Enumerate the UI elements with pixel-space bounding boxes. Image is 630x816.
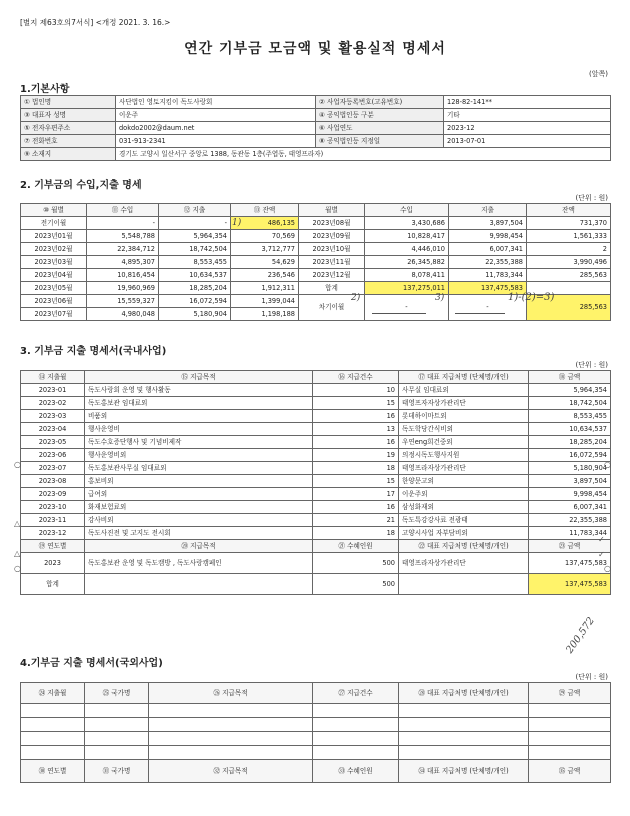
field-label: ① 법인명 <box>21 96 116 109</box>
circle-mark-icon: ○ <box>604 460 611 469</box>
column-header: ⑭ 지출월 <box>21 371 85 384</box>
count-cell: 18 <box>313 462 399 475</box>
column-header: ㉛ 국가명 <box>85 760 149 783</box>
month-cell: 2023-12 <box>21 527 85 540</box>
amount-cell: 9,998,454 <box>529 488 611 501</box>
empty-cell <box>313 704 399 718</box>
domestic-row <box>21 501 611 514</box>
empty-cell <box>21 732 85 746</box>
domestic-row <box>21 423 611 436</box>
expense-cell: 3,897,504 <box>449 217 527 230</box>
page-side-label: (앞쪽) <box>589 70 608 78</box>
income-table <box>20 203 611 321</box>
amount-cell: 5,180,904 <box>529 462 611 475</box>
month-cell: 2023년08월 <box>299 217 365 230</box>
balance-cell: 285,563 <box>527 269 611 282</box>
purpose-cell: 독도홍보관사무실 임대료외 <box>85 462 313 475</box>
amount-cell: 18,742,504 <box>529 397 611 410</box>
empty-cell <box>85 704 149 718</box>
amount-cell: 10,634,537 <box>529 423 611 436</box>
field-value: 031-913-2341 <box>116 135 316 148</box>
column-header: ㉗ 지급건수 <box>313 683 399 704</box>
basic-info-table <box>20 95 611 161</box>
column-header: 잔액 <box>527 204 611 217</box>
column-header: ⑪ 수입 <box>87 204 159 217</box>
empty-cell <box>21 718 85 732</box>
income-row <box>21 256 611 269</box>
carryover-label: 차기이월 <box>299 295 365 321</box>
empty-cell <box>85 718 149 732</box>
month-cell: 2023년03월 <box>21 256 87 269</box>
basic-info-row <box>21 122 611 135</box>
expense-cell: 18,742,504 <box>159 243 231 256</box>
count-cell: 16 <box>313 436 399 449</box>
column-header: ㉕ 국가명 <box>85 683 149 704</box>
purpose-cell: 행사운영비 <box>85 423 313 436</box>
income-row <box>21 230 611 243</box>
month-cell: 2023-09 <box>21 488 85 501</box>
total-amount: 137,475,583 <box>529 574 611 595</box>
empty-cell <box>21 746 85 760</box>
month-cell: 2023년01월 <box>21 230 87 243</box>
amount-cell: 11,783,344 <box>529 527 611 540</box>
field-value: 사단법인 영토지킴이 독도사랑회 <box>116 96 316 109</box>
total-people: 500 <box>313 574 399 595</box>
purpose-cell: 비품외 <box>85 410 313 423</box>
field-label: ② 사업자등록번호(고유번호) <box>316 96 444 109</box>
empty-cell <box>149 718 313 732</box>
column-header: ㉓ 금액 <box>529 540 611 553</box>
domestic-row <box>21 410 611 423</box>
triangle-mark-icon: △ <box>14 519 21 528</box>
handwritten-mark-2: 2) <box>351 293 361 303</box>
income-cell: 10,828,417 <box>365 230 449 243</box>
triangle-mark-icon: △ <box>14 549 21 558</box>
expense-cell: 9,998,454 <box>449 230 527 243</box>
domestic-total-row <box>21 574 611 595</box>
income-row <box>21 269 611 282</box>
amount-cell: 18,285,204 <box>529 436 611 449</box>
column-header: 지출 <box>449 204 527 217</box>
count-cell: 15 <box>313 397 399 410</box>
month-cell: 2023-03 <box>21 410 85 423</box>
month-cell: 2023-05 <box>21 436 85 449</box>
total-expense: 137,475,583 <box>449 282 527 295</box>
field-value: 2023-12 <box>444 122 611 135</box>
purpose-cell: 급여외 <box>85 488 313 501</box>
month-cell: 2023-06 <box>21 449 85 462</box>
column-header: ⑩ 월별 <box>21 204 87 217</box>
circle-mark-icon: ○ <box>604 564 611 573</box>
income-cell: 5,548,788 <box>87 230 159 243</box>
month-cell: 2023년07월 <box>21 308 87 321</box>
foreign-empty-row <box>21 704 611 718</box>
payee-cell: 독도학당간식비외 <box>399 423 529 436</box>
month-cell: 2023년04월 <box>21 269 87 282</box>
month-cell: 2023년05월 <box>21 282 87 295</box>
total-label: 합계 <box>21 574 85 595</box>
domestic-row <box>21 462 611 475</box>
balance-cell: 1,198,188 <box>231 308 299 321</box>
income-cell: 3,430,686 <box>365 217 449 230</box>
count-cell: 16 <box>313 501 399 514</box>
column-header: ㉝ 수혜인원 <box>313 760 399 783</box>
month-cell: 2023-04 <box>21 423 85 436</box>
check-mark-icon: ✓ <box>598 550 605 559</box>
column-header: ㉑ 수혜인원 <box>313 540 399 553</box>
foreign-unit: (단위 : 원) <box>575 673 608 681</box>
month-cell: 2023-01 <box>21 384 85 397</box>
income-cell: 4,980,048 <box>87 308 159 321</box>
amount-cell: 5,964,354 <box>529 384 611 397</box>
column-header: ㉞ 대표 지급처명 (단체명/개인) <box>399 760 529 783</box>
field-label: ⑦ 전화번호 <box>21 135 116 148</box>
payee-cell: 고양시사업 자부담비외 <box>399 527 529 540</box>
column-header: ㉒ 대표 지급처명 (단체명/개인) <box>399 540 529 553</box>
domestic-table <box>20 370 611 595</box>
column-header: ⑫ 지출 <box>159 204 231 217</box>
month-cell: 2023년02월 <box>21 243 87 256</box>
empty-cell <box>399 732 529 746</box>
expense-cell: 22,355,388 <box>449 256 527 269</box>
purpose-cell: 독도사랑회 운영 및 행사활동 <box>85 384 313 397</box>
income-cell: 8,078,411 <box>365 269 449 282</box>
income-cell: 22,384,712 <box>87 243 159 256</box>
purpose-cell: 독도홍보관 임대료외 <box>85 397 313 410</box>
domestic-row <box>21 384 611 397</box>
total-purpose <box>85 574 313 595</box>
section-foreign-title: 4.기부금 지출 명세서(국외사업) <box>20 658 163 669</box>
column-header: ⑯ 지급건수 <box>313 371 399 384</box>
domestic-row <box>21 488 611 501</box>
domestic-row <box>21 527 611 540</box>
foreign-empty-row <box>21 732 611 746</box>
foreign-subheader-row <box>21 760 611 783</box>
balance-cell: 1,561,333 <box>527 230 611 243</box>
handwritten-side-note: 200,572 <box>564 615 598 656</box>
basic-info-row <box>21 135 611 148</box>
total-payee <box>399 574 529 595</box>
balance-cell: 1,399,044 <box>231 295 299 308</box>
expense-cell: 16,072,594 <box>159 295 231 308</box>
balance-cell: 236,546 <box>231 269 299 282</box>
balance-cell: 54,629 <box>231 256 299 269</box>
foreign-table <box>20 682 611 783</box>
payee-cell: 독도특강강사료 전광태 <box>399 514 529 527</box>
field-label: ⑨ 소재지 <box>21 148 116 161</box>
empty-cell <box>85 746 149 760</box>
basic-info-row <box>21 109 611 122</box>
column-header: 월별 <box>299 204 365 217</box>
empty-cell <box>21 704 85 718</box>
empty-cell <box>149 746 313 760</box>
month-cell: 2023-11 <box>21 514 85 527</box>
column-header: ⑳ 지급목적 <box>85 540 313 553</box>
foreign-header-row <box>21 683 611 704</box>
payee-cell: 이운주외 <box>399 488 529 501</box>
foreign-empty-row <box>21 746 611 760</box>
empty-cell <box>149 704 313 718</box>
expense-cell: 6,007,341 <box>449 243 527 256</box>
domestic-header-row <box>21 371 611 384</box>
payee-cell: 태영프라자상가관리단 <box>399 553 529 574</box>
people-cell: 500 <box>313 553 399 574</box>
month-cell: 전기이월 <box>21 217 87 230</box>
page-title: 연간 기부금 모금액 및 활용실적 명세서 <box>184 41 446 57</box>
field-value: dokdo2002@daum.net <box>116 122 316 135</box>
empty-cell <box>399 704 529 718</box>
income-cell: 15,559,327 <box>87 295 159 308</box>
circle-mark-icon: ○ <box>14 564 21 573</box>
month-cell: 2023-02 <box>21 397 85 410</box>
count-cell: 19 <box>313 449 399 462</box>
handwritten-underline <box>455 313 505 314</box>
month-cell: 2023-08 <box>21 475 85 488</box>
column-header: ㉟ 금액 <box>529 760 611 783</box>
purpose-cell: 행사운영비외 <box>85 449 313 462</box>
payee-cell: 삼성화재외 <box>399 501 529 514</box>
domestic-row <box>21 514 611 527</box>
column-header: ㉙ 금액 <box>529 683 611 704</box>
balance-cell: 3,712,777 <box>231 243 299 256</box>
expense-cell: 10,634,537 <box>159 269 231 282</box>
expense-cell: - <box>159 217 231 230</box>
balance-cell: 70,569 <box>231 230 299 243</box>
carryover-expense: - <box>449 295 527 321</box>
empty-cell <box>313 746 399 760</box>
income-cell: 4,446,010 <box>365 243 449 256</box>
count-cell: 15 <box>313 475 399 488</box>
field-value: 128-82-141** <box>444 96 611 109</box>
balance-cell: 2 <box>527 243 611 256</box>
empty-cell <box>149 732 313 746</box>
month-cell: 2023-10 <box>21 501 85 514</box>
balance-cell: 1,912,311 <box>231 282 299 295</box>
income-cell: 26,345,882 <box>365 256 449 269</box>
amount-cell: 137,475,583 <box>529 553 611 574</box>
column-header: ⑮ 지급목적 <box>85 371 313 384</box>
handwritten-mark-1: 1) <box>232 218 242 228</box>
field-value: 기타 <box>444 109 611 122</box>
balance-cell: 731,370 <box>527 217 611 230</box>
field-label: ④ 공익법인등 구분 <box>316 109 444 122</box>
payee-cell: 롯데하이마트외 <box>399 410 529 423</box>
empty-cell <box>85 732 149 746</box>
handwritten-mark-3: 3) <box>435 293 445 303</box>
income-cell: 19,960,969 <box>87 282 159 295</box>
amount-cell: 8,553,455 <box>529 410 611 423</box>
income-unit: (단위 : 원) <box>575 194 608 202</box>
month-cell: 2023년11월 <box>299 256 365 269</box>
count-cell: 21 <box>313 514 399 527</box>
expense-cell: 5,964,354 <box>159 230 231 243</box>
purpose-cell: 독도수호증단행사 및 기념비제작 <box>85 436 313 449</box>
count-cell: 17 <box>313 488 399 501</box>
empty-cell <box>399 718 529 732</box>
circle-mark-icon: ○ <box>14 460 21 469</box>
basic-info-row <box>21 148 611 161</box>
payee-cell: 한양문고외 <box>399 475 529 488</box>
field-label: ⑧ 공익법인등 지정일 <box>316 135 444 148</box>
domestic-row <box>21 449 611 462</box>
section-income-title: 2. 기부금의 수입,지출 명세 <box>20 180 142 191</box>
domestic-row <box>21 436 611 449</box>
payee-cell: 사무실 임대료외 <box>399 384 529 397</box>
handwritten-formula: 1)-(2)=3) <box>508 292 555 303</box>
balance-cell: 3,990,496 <box>527 256 611 269</box>
field-value: 이운주 <box>116 109 316 122</box>
domestic-subheader-row <box>21 540 611 553</box>
income-cell: 4,895,307 <box>87 256 159 269</box>
count-cell: 10 <box>313 384 399 397</box>
income-cell: - <box>87 217 159 230</box>
amount-cell: 16,072,594 <box>529 449 611 462</box>
field-value: 경기도 고양시 일산서구 중앙로 1388, 동관동 1층(주엽동, 태영프라자) <box>116 148 611 161</box>
payee-cell: 태영프자자상가관리단 <box>399 397 529 410</box>
section-basic-title: 1.기본사항 <box>20 84 70 95</box>
carryover-income: - <box>365 295 449 321</box>
column-header: ⑱ 금액 <box>529 371 611 384</box>
month-cell: 2023년06월 <box>21 295 87 308</box>
field-value: 2013-07-01 <box>444 135 611 148</box>
domestic-row <box>21 397 611 410</box>
income-row <box>21 217 611 230</box>
section-domestic-title: 3. 기부금 지출 명세서(국내사업) <box>20 346 167 357</box>
count-cell: 16 <box>313 410 399 423</box>
expense-cell: 5,180,904 <box>159 308 231 321</box>
empty-cell <box>399 746 529 760</box>
field-label: ⑤ 전자우편주소 <box>21 122 116 135</box>
column-header: ㉔ 지출월 <box>21 683 85 704</box>
purpose-cell: 독도사진전 및 고지도 전시회 <box>85 527 313 540</box>
column-header: ⑬ 잔액 <box>231 204 299 217</box>
expense-cell: 8,553,455 <box>159 256 231 269</box>
empty-cell <box>313 718 399 732</box>
purpose-cell: 강사비외 <box>85 514 313 527</box>
purpose-cell: 홍보비외 <box>85 475 313 488</box>
count-cell: 18 <box>313 527 399 540</box>
payee-cell: 태영프라자상가관리단 <box>399 462 529 475</box>
column-header: ⑲ 연도별 <box>21 540 85 553</box>
purpose-cell: 화재보험료외 <box>85 501 313 514</box>
purpose-cell: 독도홍보관 운영 및 독도캠방 , 독도사랑캠페인 <box>85 553 313 574</box>
payee-cell: 의정시독도행사지원 <box>399 449 529 462</box>
expense-cell: 18,285,204 <box>159 282 231 295</box>
amount-cell: 6,007,341 <box>529 501 611 514</box>
column-header: ㉖ 지급목적 <box>149 683 313 704</box>
expense-cell: 11,783,344 <box>449 269 527 282</box>
amount-cell: 22,355,388 <box>529 514 611 527</box>
column-header: ⑰ 대표 지급처명 (단체명/개인) <box>399 371 529 384</box>
month-cell: 2023년09월 <box>299 230 365 243</box>
income-cell: 10,816,454 <box>87 269 159 282</box>
column-header: 수입 <box>365 204 449 217</box>
check-mark-icon: ✓ <box>598 535 605 544</box>
column-header: ㉚ 연도별 <box>21 760 85 783</box>
month-cell: 2023년12월 <box>299 269 365 282</box>
foreign-empty-row <box>21 718 611 732</box>
column-header: ㉜ 지급목적 <box>149 760 313 783</box>
income-row <box>21 243 611 256</box>
column-header: ㉘ 대표 지급처명 (단체명/개인) <box>399 683 529 704</box>
empty-cell <box>313 732 399 746</box>
month-cell: 2023-07 <box>21 462 85 475</box>
domestic-row <box>21 475 611 488</box>
empty-cell <box>529 732 611 746</box>
payee-cell: 우연eng희건중외 <box>399 436 529 449</box>
empty-cell <box>529 746 611 760</box>
empty-cell <box>529 704 611 718</box>
domestic-year-row <box>21 553 611 574</box>
income-header-row <box>21 204 611 217</box>
total-income: 137,275,011 <box>365 282 449 295</box>
count-cell: 13 <box>313 423 399 436</box>
carryover-balance: 285,563 <box>527 295 611 321</box>
month-cell: 2023년10월 <box>299 243 365 256</box>
balance-cell: 486,135 <box>231 217 299 230</box>
form-number: [별지 제63호의7서식] <개정 2021. 3. 16.> <box>20 18 171 27</box>
handwritten-underline <box>372 313 426 314</box>
field-label: ③ 대표자 성명 <box>21 109 116 122</box>
empty-cell <box>529 718 611 732</box>
basic-info-row <box>21 96 611 109</box>
year-cell: 2023 <box>21 553 85 574</box>
field-label: ⑥ 사업연도 <box>316 122 444 135</box>
amount-cell: 3,897,504 <box>529 475 611 488</box>
domestic-unit: (단위 : 원) <box>575 361 608 369</box>
total-label: 합계 <box>299 282 365 295</box>
